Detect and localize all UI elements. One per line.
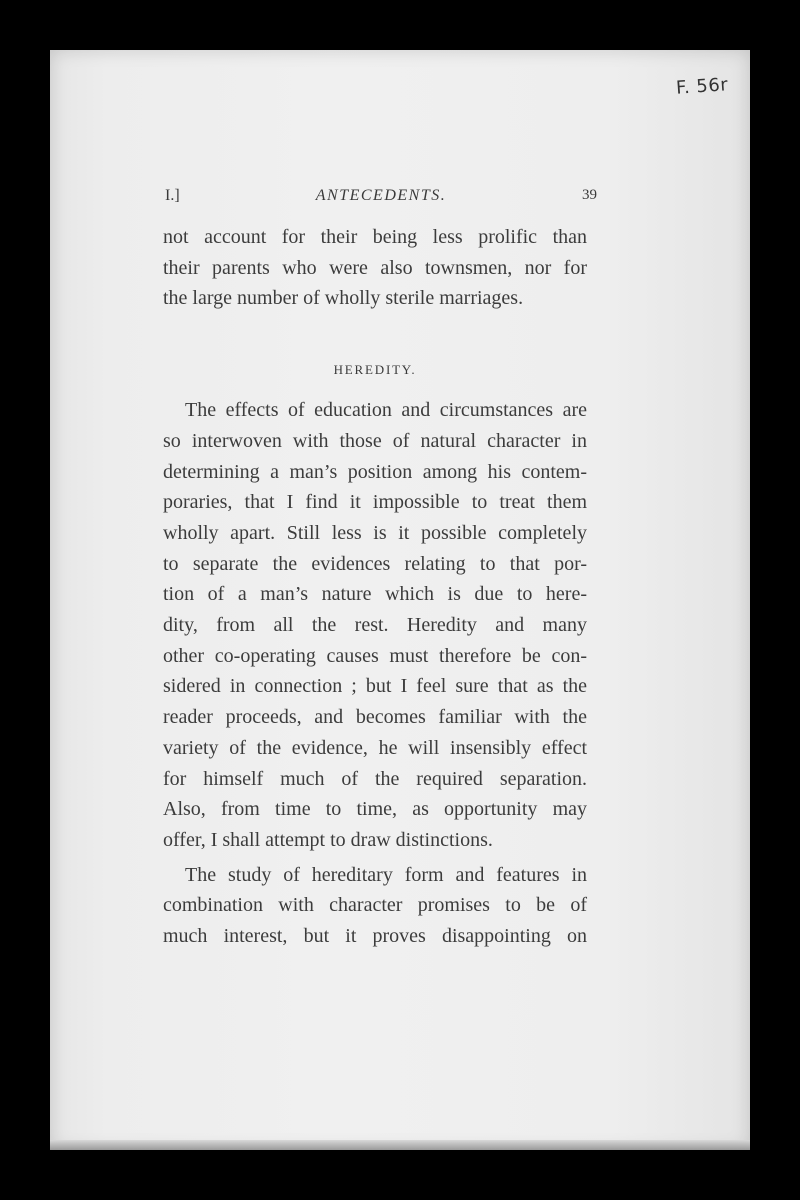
text-line: The study of hereditary form and features in — [185, 863, 587, 886]
page-number: 39 — [582, 187, 597, 203]
text-line: other co-operating causes must therefore be con- — [163, 644, 587, 667]
text-line: not account for their being less prolific than — [163, 226, 587, 248]
chapter-number: I.] — [165, 187, 180, 204]
text-line: Also, from time to time, as opportunity may — [163, 798, 587, 821]
text-line: offer, I shall attempt to draw distinctions. — [163, 828, 493, 851]
text-line: sidered in connection ; but I feel sure that as the — [163, 675, 587, 698]
running-head — [165, 187, 597, 213]
text-line: variety of the evidence, he will insensibly effect — [163, 736, 587, 759]
continuation-paragraph — [163, 222, 587, 314]
body-text — [163, 222, 587, 952]
text-line: wholly apart. Still less is it possible completely — [163, 521, 587, 544]
text-line: much interest, but it proves disappointing on — [163, 925, 587, 948]
text-line: to separate the evidences relating to that por- — [163, 552, 587, 575]
text-line: their parents who were also townsmen, nor for — [163, 256, 587, 279]
book-page — [50, 50, 750, 1150]
text-line: combination with character promises to be of — [163, 894, 587, 917]
running-title: ANTECEDENTS. — [315, 187, 447, 204]
folio-mark: F. 56r — [675, 74, 729, 99]
paragraph-heredity — [163, 395, 587, 856]
text-line: so interwoven with those of natural character in — [163, 429, 587, 452]
text-line: tion of a man’s nature which is due to here- — [163, 583, 587, 606]
text-line: the large number of wholly sterile marriages. — [163, 287, 524, 310]
text-line: dity, from all the rest. Heredity and many — [163, 614, 587, 637]
page-bottom-edge — [50, 1140, 750, 1150]
paragraph-form-and-features — [163, 860, 587, 952]
text-line: for himself much of the required separation. — [163, 767, 587, 790]
section-heading: HEREDITY. — [333, 362, 417, 378]
text-line: determining a man’s position among his contem- — [163, 460, 587, 483]
text-line: poraries, that I find it impossible to treat them — [163, 491, 587, 514]
text-line: The effects of education and circumstances are — [185, 399, 587, 422]
text-line: reader proceeds, and becomes familiar with the — [163, 706, 587, 729]
